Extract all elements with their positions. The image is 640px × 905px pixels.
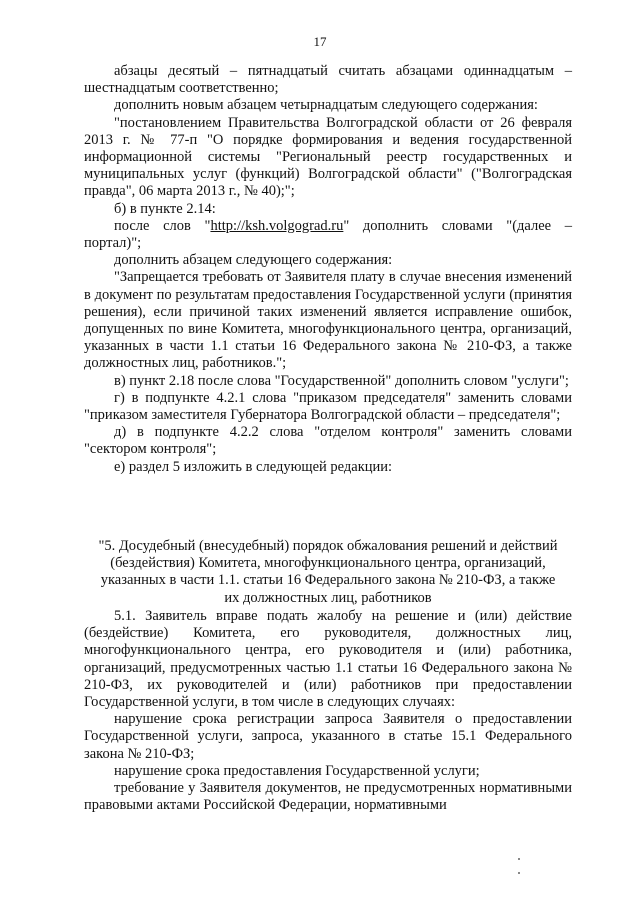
- section-5-text: [84, 608, 572, 814]
- section-5-heading: [88, 538, 568, 607]
- text-before-link: после слов ": [114, 217, 211, 234]
- paragraph: "постановлением Правительства Волгоградской области от 26 февраля 2013 г. № 77-п "О порядке формирования и ведения государственной информационной системы "Региональный реестр государственных и муниципальных услуг (функций) Волгоградской области" ("Волгоградская правда", 06 марта 2013 г., № 40);";: [84, 114, 572, 200]
- paragraph: нарушение срока регистрации запроса Заявителя о предоставлении Государственной услуги, запроса, указанного в статье 15.1 Федерального закона № 210-ФЗ;: [84, 711, 572, 762]
- heading-line: указанных в части 1.1. статьи 16 Федерального закона № 210-ФЗ, а также: [100, 572, 556, 589]
- paragraph: требование у Заявителя документов, не предусмотренных нормативными правовыми актами Российской Федерации, нормативными: [84, 780, 572, 814]
- paragraph: дополнить абзацем следующего содержания:: [114, 252, 393, 269]
- amendments-text: [84, 63, 572, 476]
- paragraph-with-link: [84, 218, 572, 252]
- paragraph: е) раздел 5 изложить в следующей редакции:: [114, 458, 393, 475]
- portal-link[interactable]: http://ksh.volgograd.ru: [210, 217, 344, 234]
- scan-artifact: [518, 872, 520, 874]
- scan-artifact: [518, 858, 520, 860]
- paragraph: 5.1. Заявитель вправе подать жалобу на решение и (или) действие (бездействие) Комитета, его руководителя, должностных лиц, многофункционального центра, его руководителя и (или) работника, организаций, предусмотренных частью 1.1 статьи 16 Федерального закона № 210-ФЗ, их руководителей и (или) работников при предоставлении Государственной услуги, в том числе в следующих случаях:: [84, 608, 572, 711]
- paragraph: г) в подпункте 4.2.1 слова "приказом председателя" заменить словами "приказом заместителя Губернатора Волгоградской области – председателя";: [84, 389, 572, 424]
- paragraph: б) в пункте 2.14:: [114, 200, 216, 217]
- paragraph: дополнить новым абзацем четырнадцатым следующего содержания:: [114, 97, 538, 114]
- paragraph: "Запрещается требовать от Заявителя плату в случае внесения изменений в документ по результатам предоставления Государственной услуги (принятия решения), если причиной таких изменений является исправление ошибок, допущенных по вине Комитета, многофункционального центра, организаций, указанных в части 1.1 статьи 16 Федерального закона № 210-ФЗ, а также должностных лиц, работников.";: [84, 269, 572, 372]
- heading-line: (бездействия) Комитета, многофункционального центра, организаций,: [110, 555, 546, 572]
- heading-line: их должностных лиц, работников: [224, 589, 432, 606]
- paragraph: в) пункт 2.18 после слова "Государственной" дополнить словом "услуги";: [114, 372, 569, 389]
- paragraph: абзацы десятый – пятнадцатый считать абзацами одиннадцатым – шестнадцатым соответственно;: [84, 63, 572, 97]
- heading-line: "5. Досудебный (внесудебный) порядок обжалования решений и действий: [98, 538, 558, 554]
- paragraph: д) в подпункте 4.2.2 слова "отделом контроля" заменить словами "сектором контроля";: [84, 424, 572, 458]
- text-after-link: " дополнить словами "(далее – портал)";: [84, 217, 572, 252]
- paragraph: нарушение срока предоставления Государственной услуги;: [114, 762, 480, 779]
- page-number: 17: [313, 34, 327, 49]
